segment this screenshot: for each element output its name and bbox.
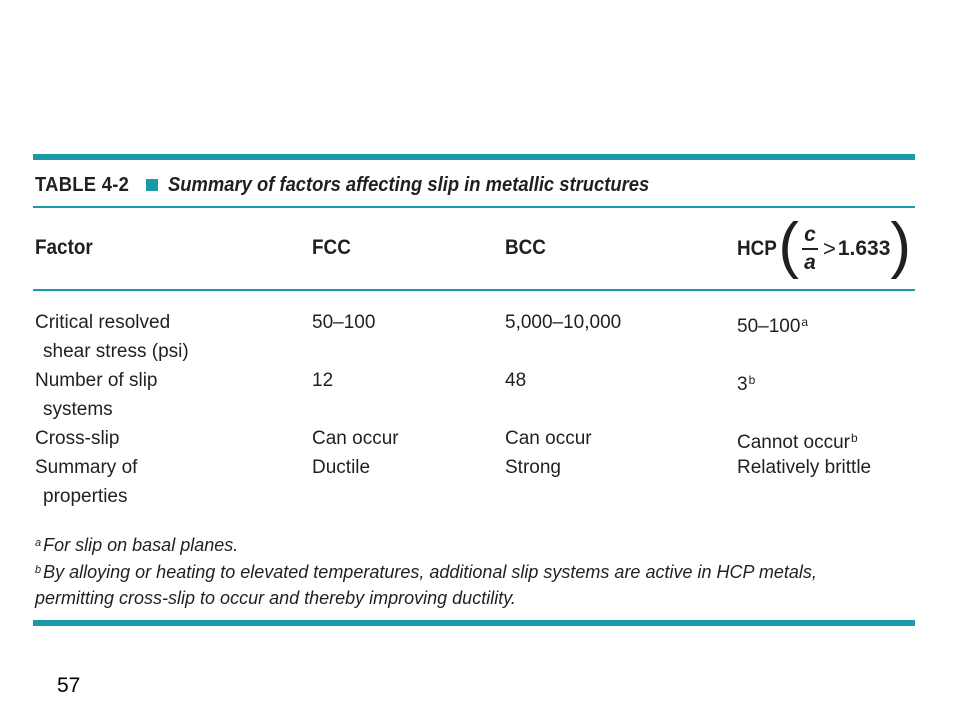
factor-line: shear stress (psi) xyxy=(43,341,189,362)
ratio-value: 1.633 xyxy=(837,237,891,260)
footnote-mark: a xyxy=(35,537,42,549)
ratio-denominator: a xyxy=(804,251,816,274)
factor-line: Number of slip xyxy=(35,370,158,391)
right-paren: ) xyxy=(890,211,912,280)
footnote-b-continued xyxy=(35,588,516,609)
title-underline-rule xyxy=(33,206,915,208)
ratio-fraction xyxy=(802,223,818,275)
factor-line: Critical resolved xyxy=(35,312,171,333)
left-paren: ( xyxy=(778,211,799,280)
cell-hcp xyxy=(737,308,808,341)
row-cross-slip-factor xyxy=(35,424,119,453)
cell-fcc: 50–100 xyxy=(312,312,376,333)
factor-line: Cross-slip xyxy=(35,428,120,449)
header-bcc: BCC xyxy=(505,236,546,259)
fraction-bar xyxy=(802,248,818,250)
row-critical-stress-factor xyxy=(35,308,189,366)
footnote-mark: b xyxy=(748,373,756,387)
cell-hcp: Relatively brittle xyxy=(737,457,872,478)
cell-hcp-value: 50–100 xyxy=(737,316,801,337)
cell-hcp-value: Cannot occur xyxy=(737,432,851,453)
footnote-mark: b xyxy=(851,431,858,445)
factor-line: systems xyxy=(43,399,113,420)
cell-fcc: Can occur xyxy=(312,428,399,449)
footnote-text: For slip on basal planes. xyxy=(43,535,239,555)
ratio-numerator: c xyxy=(804,223,816,246)
page-number: 57 xyxy=(57,674,81,697)
footnote-text: permitting cross-slip to occur and thereby improving ductility. xyxy=(35,588,516,608)
header-factor: Factor xyxy=(35,236,93,259)
top-rule xyxy=(33,154,915,160)
greater-than-sign: > xyxy=(823,236,836,261)
square-bullet-icon xyxy=(146,179,158,191)
header-fcc: FCC xyxy=(312,236,351,259)
cell-bcc: Strong xyxy=(505,457,561,478)
factor-line: properties xyxy=(43,486,128,507)
footnote-b xyxy=(35,562,817,583)
cell-bcc: 48 xyxy=(505,370,527,391)
header-hcp-label: HCP xyxy=(737,237,777,260)
table-caption: Summary of factors affecting slip in metallic structures xyxy=(168,173,650,196)
footnote-text: By alloying or heating to elevated temperatures, additional slip systems are active in HCP metals, xyxy=(43,562,817,582)
table-label: TABLE 4-2 xyxy=(35,173,130,196)
row-slip-systems-factor xyxy=(35,366,158,424)
header-underline-rule xyxy=(33,289,915,291)
cell-hcp-value: 3 xyxy=(737,374,748,395)
cell-fcc: 12 xyxy=(312,370,334,391)
table-title xyxy=(35,170,691,200)
factor-line: Summary of xyxy=(35,457,138,478)
cell-fcc: Ductile xyxy=(312,457,371,478)
footnote-mark: a xyxy=(801,315,809,329)
cell-bcc: Can occur xyxy=(505,428,592,449)
cell-hcp xyxy=(737,366,755,399)
footnote-a xyxy=(35,535,238,556)
cell-bcc: 5,000–10,000 xyxy=(505,312,622,333)
footnote-mark: b xyxy=(35,564,42,576)
bottom-rule xyxy=(33,620,915,626)
row-summary-factor xyxy=(35,453,137,511)
header-hcp xyxy=(737,211,912,284)
